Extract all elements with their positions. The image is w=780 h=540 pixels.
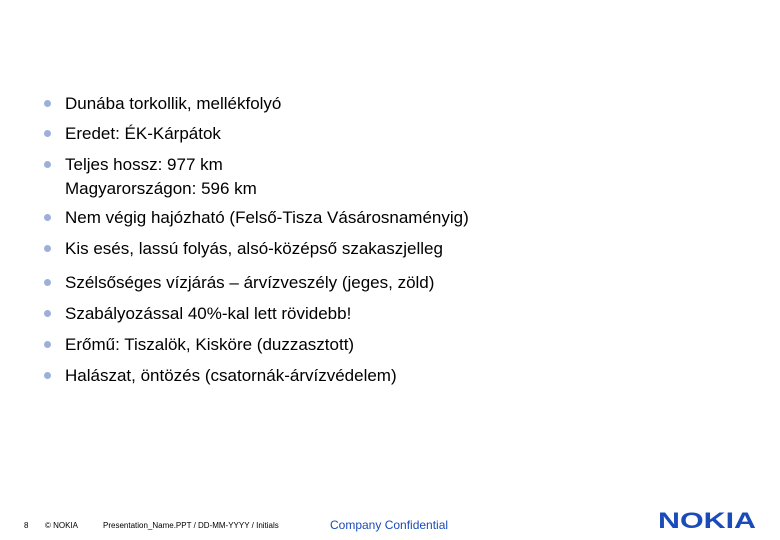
bullet-dot-icon: [44, 372, 51, 379]
bullet-text: Eredet: ÉK-Kárpátok: [65, 124, 221, 143]
copyright-text: © NOKIA: [45, 521, 79, 530]
nokia-logo-icon: [657, 509, 757, 531]
bullet-text: Kis esés, lassú folyás, alsó-középső szakaszjelleg: [65, 239, 443, 258]
bullet-text: Erőmű: Tiszalök, Kisköre (duzzasztott): [65, 335, 355, 354]
bullet-dot-icon: [44, 341, 51, 348]
bullet-dot-icon: [44, 214, 51, 221]
confidential-label: Company Confidential: [330, 518, 449, 532]
bullet-text: Nem végig hajózható (Felső-Tisza Vásárosnaményig): [65, 208, 469, 227]
bullet-dot-icon: [44, 279, 51, 286]
bullet-dot-icon: [44, 161, 51, 168]
bullet-dot-icon: [44, 310, 51, 317]
bullet-text: Halászat, öntözés (csatornák-árvízvédelem): [65, 366, 397, 385]
nokia-logo-text: NOKIA: [658, 509, 757, 531]
file-info-text: Presentation_Name.PPT / DD-MM-YYYY / Initials: [103, 521, 279, 530]
bullet-text: Teljes hossz: 977 km: [65, 155, 223, 174]
bullet-text: Szabályozással 40%-kal lett rövidebb!: [65, 304, 352, 323]
bullet-dot-icon: [44, 245, 51, 252]
bullet-text-continuation: Magyarországon: 596 km: [65, 179, 257, 198]
bullet-text: Szélsőséges vízjárás – árvízveszély (jeges, zöld): [65, 273, 435, 292]
page-number: 8: [24, 521, 29, 530]
bullet-dot-icon: [44, 100, 51, 107]
bullet-dot-icon: [44, 130, 51, 137]
bullet-text: Dunába torkollik, mellékfolyó: [65, 94, 282, 113]
